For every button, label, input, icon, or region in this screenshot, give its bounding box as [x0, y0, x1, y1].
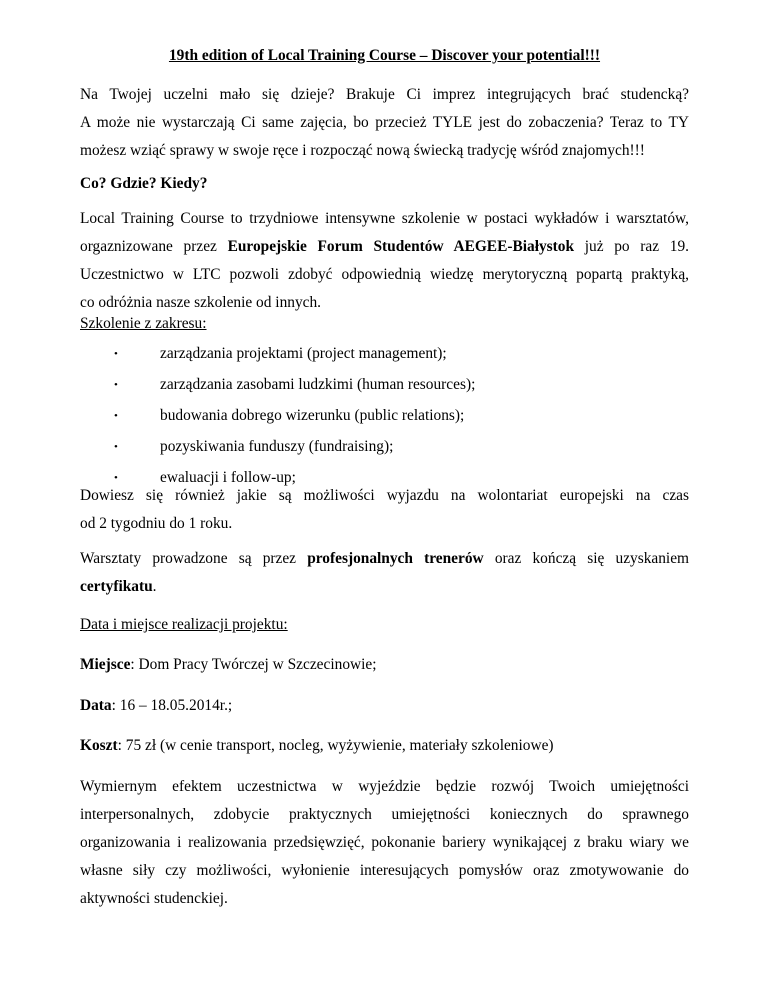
volunteer-paragraph	[80, 482, 689, 538]
scope-label: Szkolenie z zakresu:	[80, 315, 207, 332]
volunteer-line-1: Dowiesz się również jakie są możliwości wyjazdu na wolontariat europejski na czas	[80, 487, 689, 504]
list-item-text: zarządzania projektami (project management);	[160, 345, 447, 362]
effect-line-3: organizowania i realizowania przedsięwzięć, pokonanie bariery wynikającej z braku wiary we	[80, 834, 689, 851]
effect-line-2: interpersonalnych, zdobycie praktycznych umiejętności koniecznych do sprawnego	[80, 806, 689, 823]
workshops-end: .	[152, 578, 157, 595]
place-line	[80, 655, 377, 675]
list-item-text: ewaluacji i follow-up;	[160, 469, 296, 486]
list-item-text: budowania dobrego wizerunku (public relations);	[160, 407, 465, 424]
intro-paragraph	[80, 81, 689, 165]
about-line-2-post: już po raz 19.	[574, 238, 690, 255]
place-label: Miejsce	[80, 656, 131, 673]
about-line-2-pre: orgaznizowane przez	[80, 238, 228, 255]
cost-label: Koszt	[80, 737, 118, 754]
about-paragraph	[80, 205, 689, 317]
workshops-paragraph	[80, 545, 689, 601]
about-line-2	[80, 233, 689, 261]
place-value: : Dom Pracy Twórczej w Szczecinowie;	[130, 656, 377, 673]
effect-line-4: własne siły czy możliwości, wyłonienie interesujących pomysłów oraz zmotywowanie do	[80, 862, 689, 879]
date-label: Data	[80, 697, 112, 714]
effect-line-1: Wymiernym efektem uczestnictwa w wyjeździe będzie rozwój Twoich umiejętności	[80, 778, 689, 795]
date-value: : 16 – 18.05.2014r.;	[111, 697, 233, 714]
workshops-line-1	[80, 545, 689, 573]
effect-paragraph	[80, 773, 689, 913]
workshops-line-2	[80, 573, 689, 601]
bullet-icon: •	[114, 441, 118, 453]
cost-line	[80, 736, 554, 756]
volunteer-line-2: od 2 tygodniu do 1 roku.	[80, 515, 233, 532]
document-title: 19th edition of Local Training Course – Discover your potential!!!	[168, 47, 601, 64]
bullet-icon: •	[114, 472, 118, 484]
workshops-mid: oraz kończą się uzyskaniem	[483, 550, 690, 567]
intro-line-3: możesz wziąć sprawy w swoje ręce i rozpocząć nową świecką tradycję wśród znajomych!!!	[80, 142, 645, 159]
bullet-icon: •	[114, 348, 118, 360]
workshops-pre: Warsztaty prowadzone są przez	[80, 550, 308, 567]
about-line-1: Local Training Course to trzydniowe intensywne szkolenie w postaci wykładów i warsztatów,	[80, 210, 689, 227]
date-line	[80, 696, 232, 716]
cost-value: : 75 zł (w cenie transport, nocleg, wyżywienie, materiały szkoleniowe)	[117, 737, 554, 754]
certificate-bold: certyfikatu	[80, 578, 153, 595]
effect-line-5: aktywności studenckiej.	[80, 890, 228, 907]
bullet-icon: •	[114, 410, 118, 422]
trainers-bold: profesjonalnych trenerów	[307, 550, 484, 567]
intro-line-1: Na Twojej uczelni mało się dzieje? Brakuje Ci imprez integrujących brać studencką?	[80, 86, 689, 103]
list-item-text: zarządzania zasobami ludzkimi (human resources);	[160, 376, 476, 393]
organizer-name: Europejskie Forum Studentów AEGEE-Białystok	[227, 238, 575, 255]
about-line-4: co odróżnia nasze szkolenie od innych.	[80, 294, 322, 311]
heading-what-where-when: Co? Gdzie? Kiedy?	[80, 175, 208, 192]
about-line-3: Uczestnictwo w LTC pozwoli zdobyć odpowiednią wiedzę merytoryczną popartą praktyką,	[80, 266, 689, 283]
bullet-icon: •	[114, 379, 118, 391]
intro-line-2: A może nie wystarczają Ci same zajęcia, bo przecież TYLE jest do zobaczenia? Teraz to TY	[80, 114, 689, 131]
list-item-text: pozyskiwania funduszy (fundraising);	[160, 438, 394, 455]
date-place-label: Data i miejsce realizacji projektu:	[80, 616, 288, 633]
